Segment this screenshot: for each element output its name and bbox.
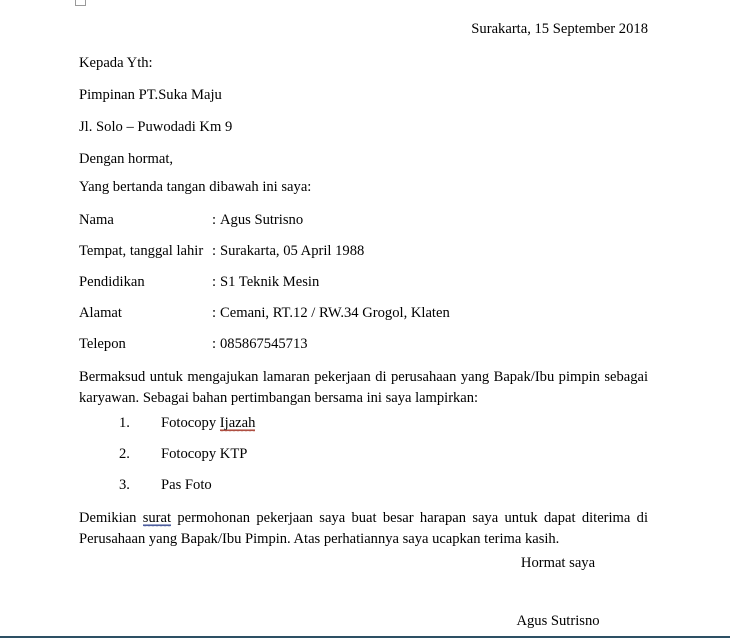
list-item-number: 3.: [119, 477, 130, 493]
greeting: Dengan hormat,: [79, 151, 174, 167]
signature-closing: Hormat saya: [520, 555, 596, 571]
recipient-address: Jl. Solo – Puwodadi Km 9: [79, 119, 233, 135]
field-colon: :: [212, 274, 217, 290]
recipient-salutation: Kepada Yth:: [79, 55, 153, 71]
field-value: Agus Sutrisno: [220, 212, 304, 228]
grammar-flagged-word: surat: [142, 510, 171, 526]
misspelled-word: Ijazah: [219, 415, 256, 431]
signature-name: Agus Sutrisno: [516, 613, 600, 629]
list-item-number: 2.: [119, 446, 130, 462]
field-colon: :: [212, 212, 217, 228]
list-item-text: Pas Foto: [161, 477, 212, 493]
field-label: Nama: [79, 212, 114, 228]
intro-line: Yang bertanda tangan dibawah ini saya:: [79, 179, 312, 195]
field-label: Alamat: [79, 305, 122, 321]
field-label: Telepon: [79, 336, 126, 352]
place-and-date: Surakarta, 15 September 2018: [471, 21, 648, 37]
field-value: Surakarta, 05 April 1988: [220, 243, 365, 259]
field-value: 085867545713: [220, 336, 308, 352]
closing-paragraph-part1: Demikian: [79, 510, 143, 526]
body-paragraph: Bermaksud untuk mengajukan lamaran pekerjaan di perusahaan yang Bapak/Ibu pimpin sebagai karyawan. Sebagai bahan pertimbangan bersama ini saya lampirkan:: [79, 369, 648, 406]
field-colon: :: [212, 305, 217, 321]
field-value: Cemani, RT.12 / RW.34 Grogol, Klaten: [220, 305, 450, 321]
page-bottom-rule: [0, 636, 730, 638]
list-item-number: 1.: [119, 415, 130, 431]
page-top-marker: [75, 0, 86, 6]
field-label: Tempat, tanggal lahir: [79, 243, 204, 259]
field-colon: :: [212, 336, 217, 352]
closing-paragraph: [79, 508, 648, 549]
list-item-text: Fotocopy Ijazah: [161, 415, 256, 431]
list-item-text: Fotocopy KTP: [161, 446, 248, 462]
closing-paragraph-part2: permohonan pekerjaan saya buat besar harapan saya untuk dapat diterima di Perusahaan yang Bapak/Ibu Pimpin. Atas perhatiannya saya ucapkan terima kasih.: [79, 510, 648, 547]
recipient-company: Pimpinan PT.Suka Maju: [79, 87, 222, 103]
field-colon: :: [212, 243, 217, 259]
field-value: S1 Teknik Mesin: [220, 274, 320, 290]
field-label: Pendidikan: [79, 274, 145, 290]
